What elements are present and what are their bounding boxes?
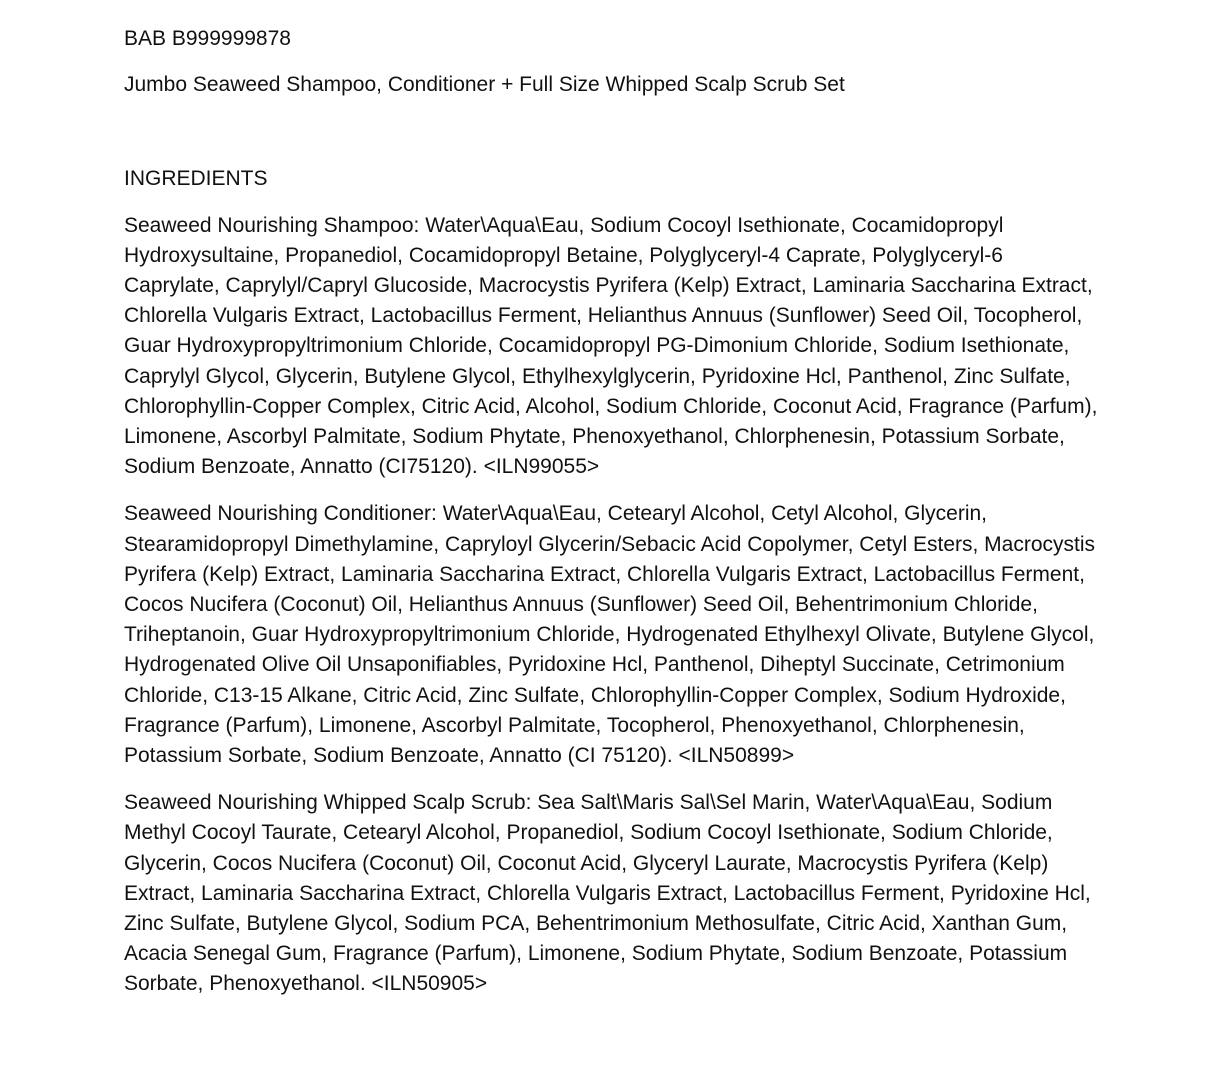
shampoo-ingredients: Seaweed Nourishing Shampoo: Water\Aqua\Eau, Sodium Cocoyl Isethionate, Cocamidopropyl Hydroxysultaine, Propanediol, Cocamidopropyl Betaine, Polyglyceryl-4 Caprate, Polyglyceryl-6 Caprylate, Caprylyl/Capryl Glucoside, Macrocystis Pyrifera (Kelp) Extract, Laminaria Saccharina Extract, Chlorella Vulgaris Extract, Lactobacillus Ferment, Helianthus Annuus (Sunflower) Seed Oil, Tocopherol, Guar Hydroxypropyltrimonium Chloride, Cocamidopropyl PG-Dimonium Chloride, Sodium Isethionate, Caprylyl Glycol, Glycerin, Butylene Glycol, Ethylhexylglycerin, Pyridoxine Hcl, Panthenol, Zinc Sulfate, Chlorophyllin-Copper Complex, Citric Acid, Alcohol, Sodium Chloride, Coconut Acid, Fragrance (Parfum), Limonene, Ascorbyl Palmitate, Sodium Phytate, Phenoxyethanol, Chlorphenesin, Potassium Sorbate, Sodium Benzoate, Annatto (CI75120). <ILN99055> (124, 213, 1098, 479)
product-title: Jumbo Seaweed Shampoo, Conditioner + Full Size Whipped Scalp Scrub Set (124, 73, 845, 97)
product-code: BAB B999999878 (124, 27, 291, 50)
conditioner-ingredients: Seaweed Nourishing Conditioner: Water\Aqua\Eau, Cetearyl Alcohol, Cetyl Alcohol, Glycerin, Stearamidopropyl Dimethylamine, Capryloyl Glycerin/Sebacic Acid Copolymer, Cetyl Esters, Macrocystis Pyrifera (Kelp) Extract, Laminaria Saccharina Extract, Chlorella Vulgaris Extract, Lactobacillus Ferment, Cocos Nucifera (Coconut) Oil, Helianthus Annuus (Sunflower) Seed Oil, Behentrimonium Chloride, Triheptanoin, Guar Hydroxypropyltrimonium Chloride, Hydrogenated Ethylhexyl Olivate, Butylene Glycol, Hydrogenated Olive Oil Unsaponifiables, Pyridoxine Hcl, Panthenol, Diheptyl Succinate, Cetrimonium Chloride, C13-15 Alkane, Citric Acid, Zinc Sulfate, Chlorophyllin-Copper Complex, Sodium Hydroxide, Fragrance (Parfum), Limonene, Ascorbyl Palmitate, Tocopherol, Phenoxyethanol, Chlorphenesin, Potassium Sorbate, Sodium Benzoate, Annatto (CI 75120). <ILN50899> (124, 502, 1096, 768)
ingredients-list (124, 211, 1104, 1000)
ingredients-heading: INGREDIENTS (124, 167, 268, 191)
scalp-scrub-ingredients: Seaweed Nourishing Whipped Scalp Scrub: Sea Salt\Maris Sal\Sel Marin, Water\Aqua\Eau, Sodium Methyl Cocoyl Taurate, Cetearyl Alcohol, Propanediol, Sodium Cocoyl Isethionate, Sodium Chloride, Glycerin, Cocos Nucifera (Coconut) Oil, Coconut Acid, Glyceryl Laurate, Macrocystis Pyrifera (Kelp) Extract, Laminaria Saccharina Extract, Chlorella Vulgaris Extract, Lactobacillus Ferment, Pyridoxine Hcl, Zinc Sulfate, Butylene Glycol, Sodium PCA, Behentrimonium Methosulfate, Citric Acid, Xanthan Gum, Acacia Senegal Gum, Fragrance (Parfum), Limonene, Sodium Phytate, Sodium Benzoate, Potassium Sorbate, Phenoxyethanol. <ILN50905> (124, 791, 1091, 996)
ingredients-document (124, 24, 1104, 1000)
